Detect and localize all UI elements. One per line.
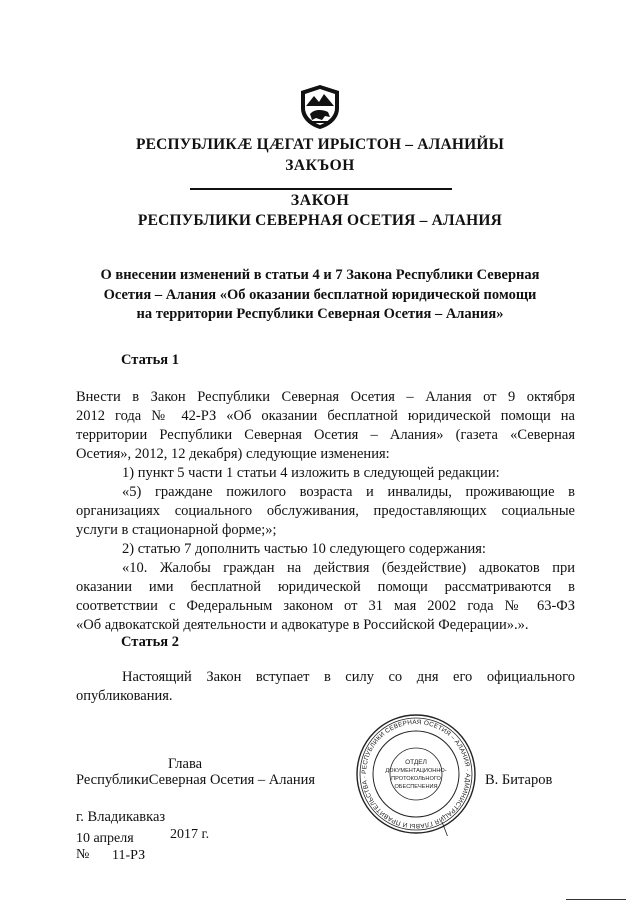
law-number: 11-РЗ (112, 848, 146, 863)
number-sign: № (76, 847, 90, 862)
article-1-item-1: 1) пункт 5 части 1 статьи 4 изложить в следующей редакции: (122, 465, 500, 481)
article-1-line: Осетия», 2012, 12 декабря) следующие изменения: (76, 446, 390, 462)
date-year: 2017 г. (170, 827, 210, 842)
article-1-line: 2012 года № 42-РЗ «Об оказании бесплатной юридической помощи на (76, 408, 575, 424)
subject-line: на территории Республики Северная Осетия – Алания» (136, 306, 504, 322)
article-1-line: оказании ими бесплатной юридической помощи рассматриваются в (76, 579, 575, 595)
article-1-title: Статья 1 (121, 352, 179, 368)
law-subject (0, 266, 640, 325)
article-1-line: соответствии с Федеральным законом от 31 мая 2002 года № 63-ФЗ (76, 598, 575, 614)
stamp-ring-text: РЕСПУБЛИКИ СЕВЕРНАЯ ОСЕТИЯ – АЛАНИЯ · АДМИНИСТРАЦИЯ ГЛАВЫ И ПРАВИТЕЛЬСТВА · (360, 718, 472, 830)
subject-line: О внесении изменений в статьи 4 и 7 Закона Республики Северная (100, 267, 540, 283)
signature-name: В. Битаров (485, 772, 553, 788)
article-1-line: территории Республики Северная Осетия – Алания» (газета «Северная (76, 427, 575, 443)
signature-title-line: РеспубликиСеверная Осетия – Алания (76, 772, 316, 788)
header-law-ossetian: ЗАКЪОН (285, 157, 355, 174)
stamp-center-text: ОБЕСПЕЧЕНИЯ (394, 784, 438, 790)
page-edge-line (566, 899, 626, 900)
article-1-line: «Об адвокатской деятельности и адвокатуре в Российской Федерации».». (76, 617, 529, 633)
article-1-line: «10. Жалобы граждан на действия (бездействие) адвокатов при (122, 560, 575, 576)
signature-title: Глава (168, 756, 203, 772)
article-1-line: организациях социального обслуживания, предоставляющих социальные (76, 503, 575, 519)
header-republic-russian: РЕСПУБЛИКИ СЕВЕРНАЯ ОСЕТИЯ – АЛАНИЯ (137, 212, 503, 229)
svg-text:РЕСПУБЛИКИ СЕВЕРНАЯ ОСЕТИЯ – А (361, 719, 471, 829)
date-day: 10 апреля (76, 831, 134, 846)
header-law-russian: ЗАКОН (290, 192, 350, 209)
article-2-title: Статья 2 (121, 634, 179, 650)
stamp-center-text: ПРОТОКОЛЬНОГО (391, 776, 441, 782)
header-republic-ossetian: РЕСПУБЛИКӔ ЦӔГАТ ИРЫСТОН – АЛАНИЙЫ (135, 136, 505, 153)
subject-line: Осетия – Алания «Об оказании бесплатной юридической помощи (103, 286, 537, 303)
stamp-center-text: ОТДЕЛ (405, 759, 427, 766)
article-2-line: Настоящий Закон вступает в силу со дня его официального (122, 669, 575, 685)
article-1-item-2: 2) статью 7 дополнить частью 10 следующего содержания: (122, 541, 486, 557)
article-2-line: опубликования. (76, 688, 173, 704)
article-1-line: услуги в стационарной форме;»; (76, 522, 277, 538)
official-stamp (354, 712, 478, 836)
coat-of-arms-icon (298, 84, 342, 130)
stamp-center-text: ДОКУМЕНТАЦИОННО- (385, 768, 447, 774)
header-divider (190, 188, 452, 190)
article-1-line: «5) граждане пожилого возраста и инвалиды, проживающие в (122, 484, 575, 500)
article-1-line: Внести в Закон Республики Северная Осетия – Алания от 9 октября (76, 389, 575, 405)
city: г. Владикавказ (76, 809, 166, 825)
